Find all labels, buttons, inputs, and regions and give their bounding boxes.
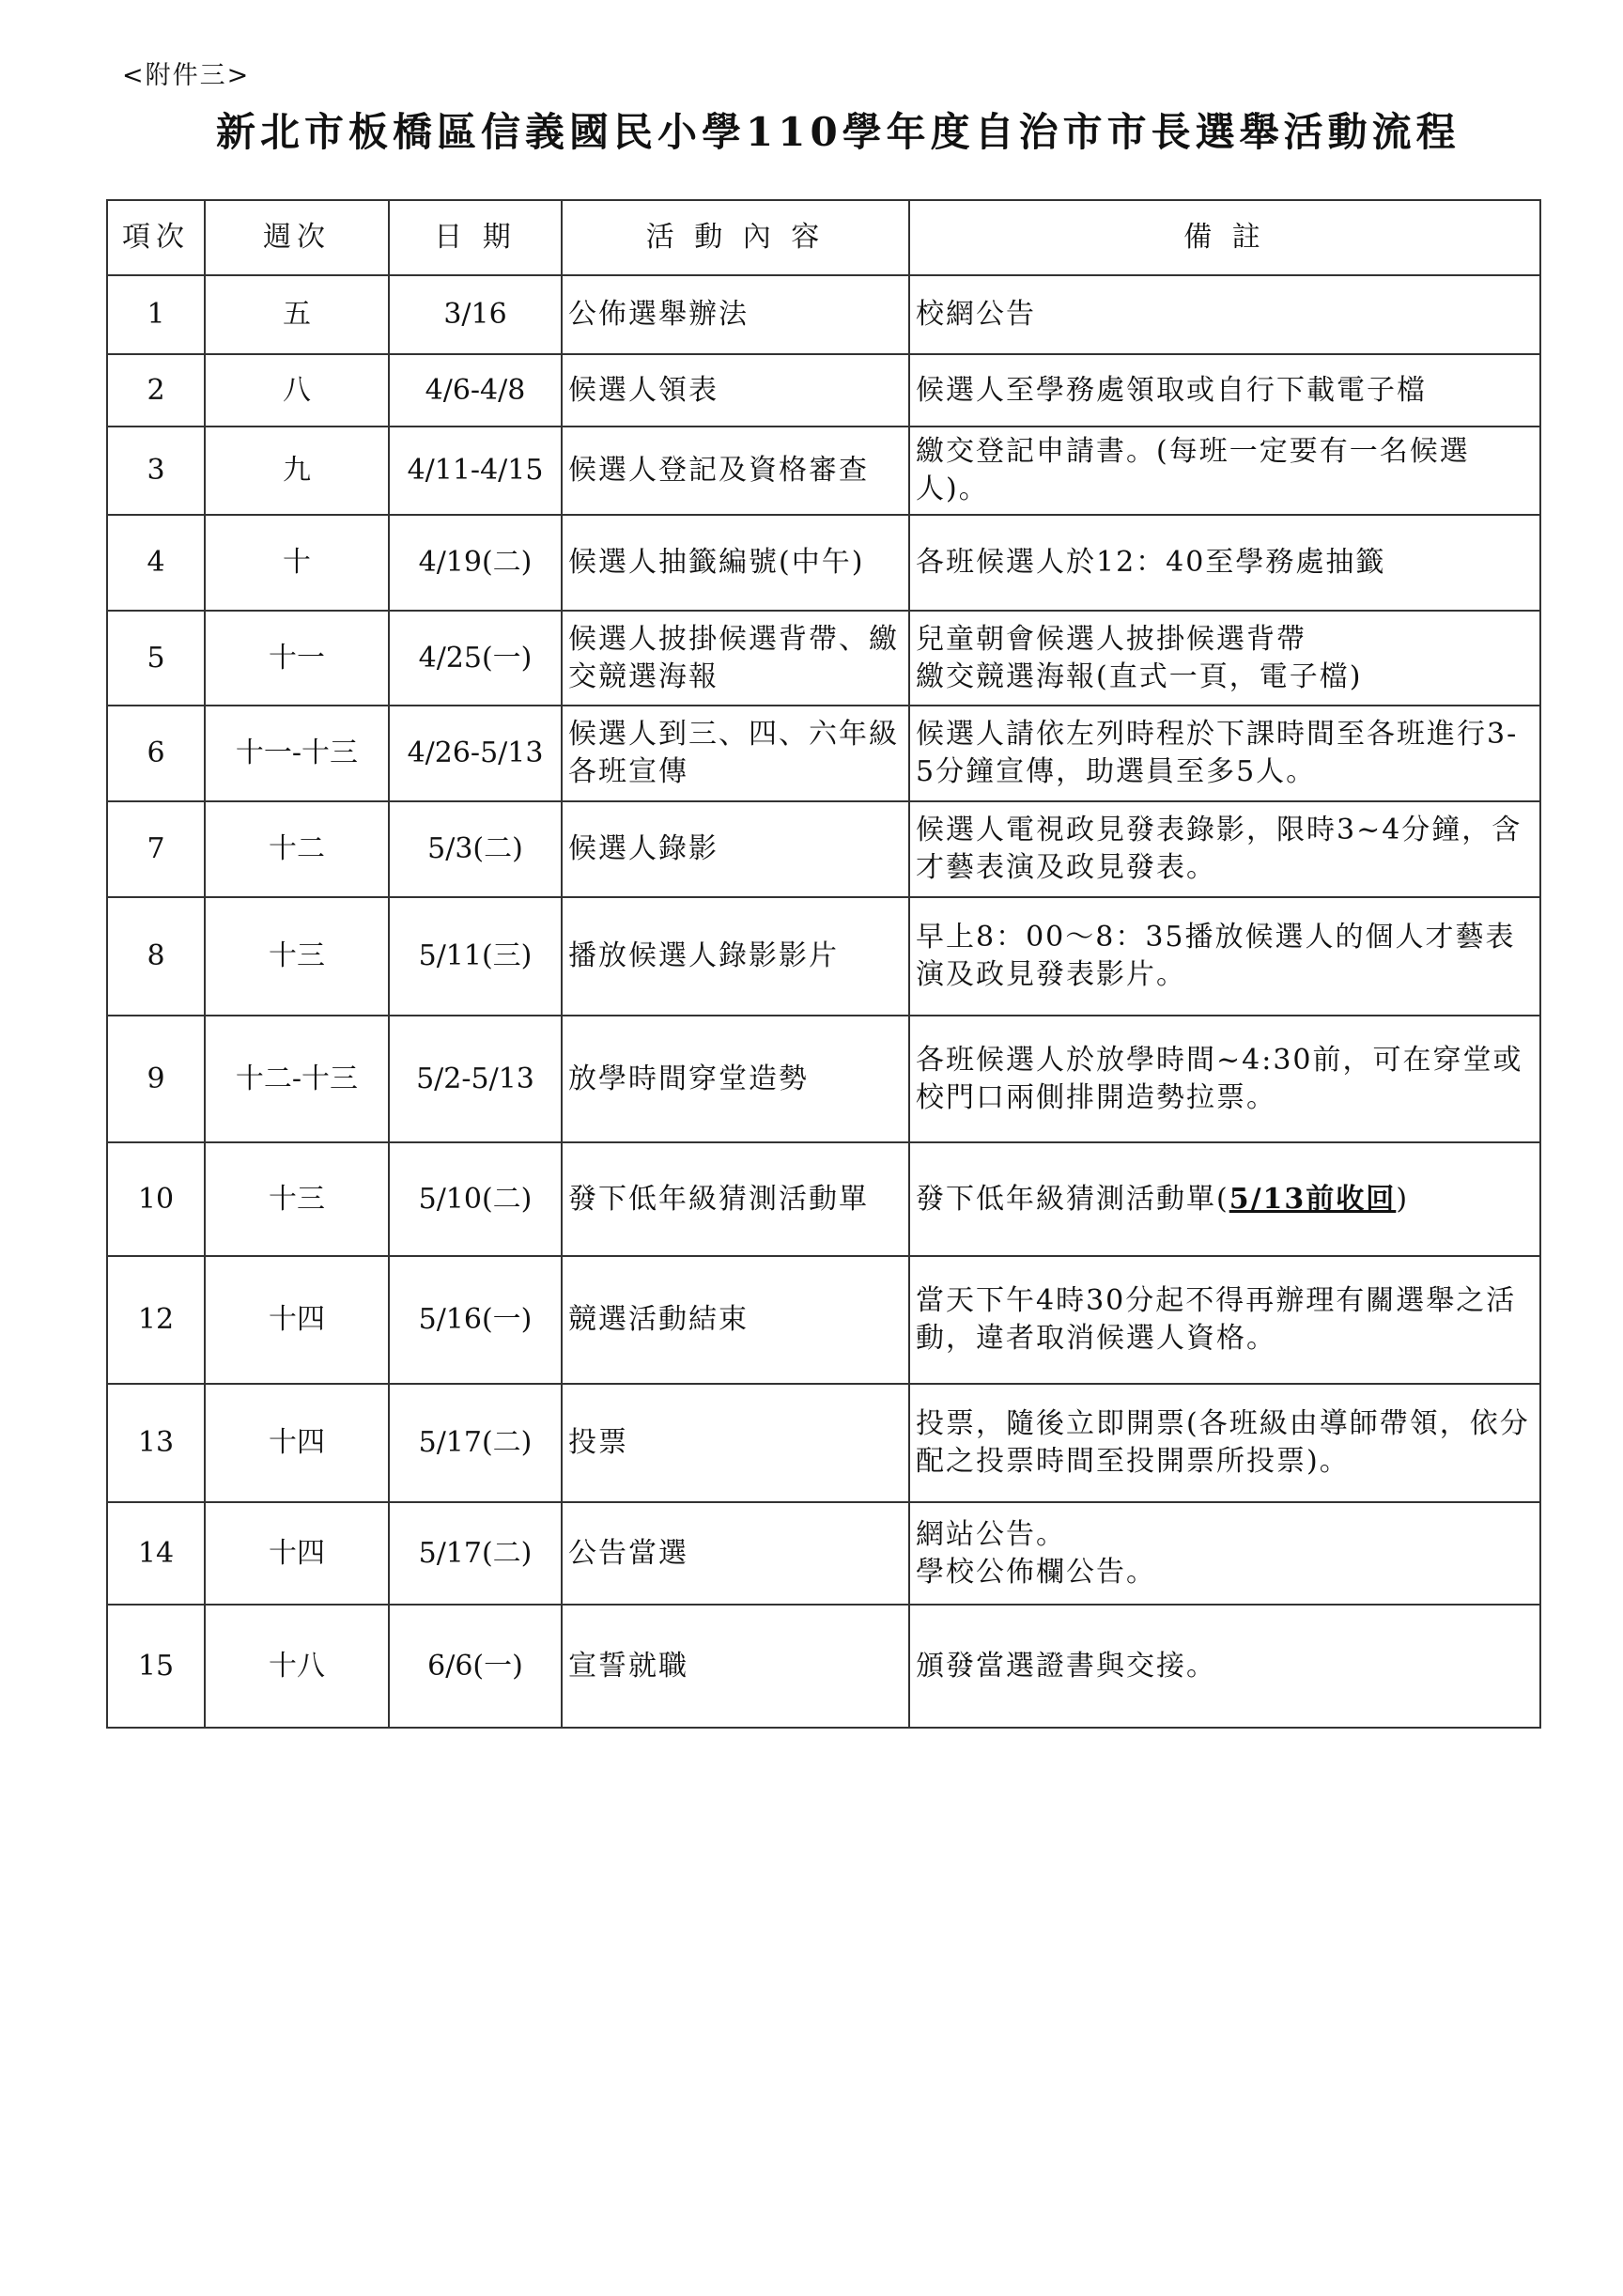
cell-date: 5/11(三) [389, 897, 562, 1016]
remarks-deadline: 5/13前收回 [1229, 1182, 1397, 1216]
cell-item: 6 [107, 706, 205, 801]
cell-activity: 競選活動結束 [562, 1256, 909, 1384]
cell-week: 十 [205, 515, 389, 611]
cell-item: 7 [107, 801, 205, 897]
cell-date: 5/2-5/13 [389, 1016, 562, 1142]
cell-activity: 放學時間穿堂造勢 [562, 1016, 909, 1142]
cell-activity: 候選人領表 [562, 354, 909, 427]
cell-activity: 投票 [562, 1384, 909, 1502]
table-row [107, 706, 1540, 801]
cell-week: 十三 [205, 1142, 389, 1256]
table-row [107, 1502, 1540, 1605]
cell-activity: 公告當選 [562, 1502, 909, 1605]
remarks-suffix: ) [1396, 1182, 1410, 1216]
cell-item: 1 [107, 275, 205, 354]
cell-activity: 候選人錄影 [562, 801, 909, 897]
page-title: 新北市板橋區信義國民小學110學年度自治市市長選舉活動流程 [216, 109, 1461, 155]
header-date: 日 期 [389, 200, 562, 275]
cell-remarks: 兒童朝會候選人披掛候選背帶 繳交競選海報(直式一頁，電子檔) [909, 611, 1540, 706]
cell-activity: 公佈選舉辦法 [562, 275, 909, 354]
cell-week: 十四 [205, 1502, 389, 1605]
cell-remarks: 網站公告。 學校公佈欄公告。 [909, 1502, 1540, 1605]
table-row [107, 1016, 1540, 1142]
cell-item: 5 [107, 611, 205, 706]
cell-remarks: 候選人請依左列時程於下課時間至各班進行3-5分鐘宣傳，助選員至多5人。 [909, 706, 1540, 801]
table-row [107, 897, 1540, 1016]
table-row [107, 427, 1540, 515]
cell-remarks: 早上8：00～8：35播放候選人的個人才藝表演及政見發表影片。 [909, 897, 1540, 1016]
cell-week: 十三 [205, 897, 389, 1016]
cell-week: 十二 [205, 801, 389, 897]
cell-date: 5/10(二) [389, 1142, 562, 1256]
header-item: 項次 [107, 200, 205, 275]
cell-activity: 候選人登記及資格審查 [562, 427, 909, 515]
table-row [107, 1384, 1540, 1502]
cell-item: 2 [107, 354, 205, 427]
cell-date: 4/11-4/15 [389, 427, 562, 515]
cell-activity: 宣誓就職 [562, 1605, 909, 1728]
cell-week: 十一 [205, 611, 389, 706]
cell-item: 8 [107, 897, 205, 1016]
header-week: 週次 [205, 200, 389, 275]
cell-item: 14 [107, 1502, 205, 1605]
cell-remarks: 各班候選人於放學時間~4:30前，可在穿堂或校門口兩側排開造勢拉票。 [909, 1016, 1540, 1142]
cell-activity: 候選人披掛候選背帶、繳交競選海報 [562, 611, 909, 706]
cell-remarks: 校網公告 [909, 275, 1540, 354]
cell-remarks: 各班候選人於12：40至學務處抽籤 [909, 515, 1540, 611]
cell-remarks: 候選人電視政見發表錄影，限時3~4分鐘，含才藝表演及政見發表。 [909, 801, 1540, 897]
cell-remarks [909, 1142, 1540, 1256]
cell-week: 八 [205, 354, 389, 427]
cell-activity: 候選人抽籤編號(中午) [562, 515, 909, 611]
cell-item: 15 [107, 1605, 205, 1728]
cell-item: 3 [107, 427, 205, 515]
cell-remarks: 繳交登記申請書。(每班一定要有一名候選人)。 [909, 427, 1540, 515]
table-row [107, 1605, 1540, 1728]
cell-week: 九 [205, 427, 389, 515]
cell-remarks: 投票，隨後立即開票(各班級由導師帶領，依分配之投票時間至投開票所投票)。 [909, 1384, 1540, 1502]
cell-date: 6/6(一) [389, 1605, 562, 1728]
cell-item: 4 [107, 515, 205, 611]
cell-date: 5/17(二) [389, 1384, 562, 1502]
cell-activity: 播放候選人錄影影片 [562, 897, 909, 1016]
cell-item: 13 [107, 1384, 205, 1502]
header-activity: 活 動 內 容 [562, 200, 909, 275]
cell-week: 十八 [205, 1605, 389, 1728]
table-row [107, 354, 1540, 427]
cell-remarks: 候選人至學務處領取或自行下載電子檔 [909, 354, 1540, 427]
cell-week: 十二-十三 [205, 1016, 389, 1142]
cell-week: 十一-十三 [205, 706, 389, 801]
table-row [107, 1256, 1540, 1384]
header-remarks: 備 註 [909, 200, 1540, 275]
cell-date: 4/26-5/13 [389, 706, 562, 801]
cell-item: 12 [107, 1256, 205, 1384]
cell-date: 5/3(二) [389, 801, 562, 897]
table-row [107, 515, 1540, 611]
cell-remarks: 當天下午4時30分起不得再辦理有關選舉之活動，違者取消候選人資格。 [909, 1256, 1540, 1384]
cell-week: 十四 [205, 1256, 389, 1384]
attachment-label: <附件三> [122, 61, 251, 90]
table-row [107, 611, 1540, 706]
remarks-prefix: 發下低年級猜測活動單( [916, 1182, 1229, 1216]
cell-date: 4/6-4/8 [389, 354, 562, 427]
cell-week: 十四 [205, 1384, 389, 1502]
cell-item: 10 [107, 1142, 205, 1256]
cell-activity: 發下低年級猜測活動單 [562, 1142, 909, 1256]
activity-schedule-table [106, 199, 1541, 1729]
table-row [107, 801, 1540, 897]
cell-date: 4/19(二) [389, 515, 562, 611]
cell-date: 3/16 [389, 275, 562, 354]
table-row [107, 275, 1540, 354]
cell-date: 4/25(一) [389, 611, 562, 706]
cell-date: 5/17(二) [389, 1502, 562, 1605]
table-header-row [107, 200, 1540, 275]
cell-remarks: 頒發當選證書與交接。 [909, 1605, 1540, 1728]
cell-activity: 候選人到三、四、六年級各班宣傳 [562, 706, 909, 801]
cell-item: 9 [107, 1016, 205, 1142]
cell-date: 5/16(一) [389, 1256, 562, 1384]
table-row [107, 1142, 1540, 1256]
cell-week: 五 [205, 275, 389, 354]
